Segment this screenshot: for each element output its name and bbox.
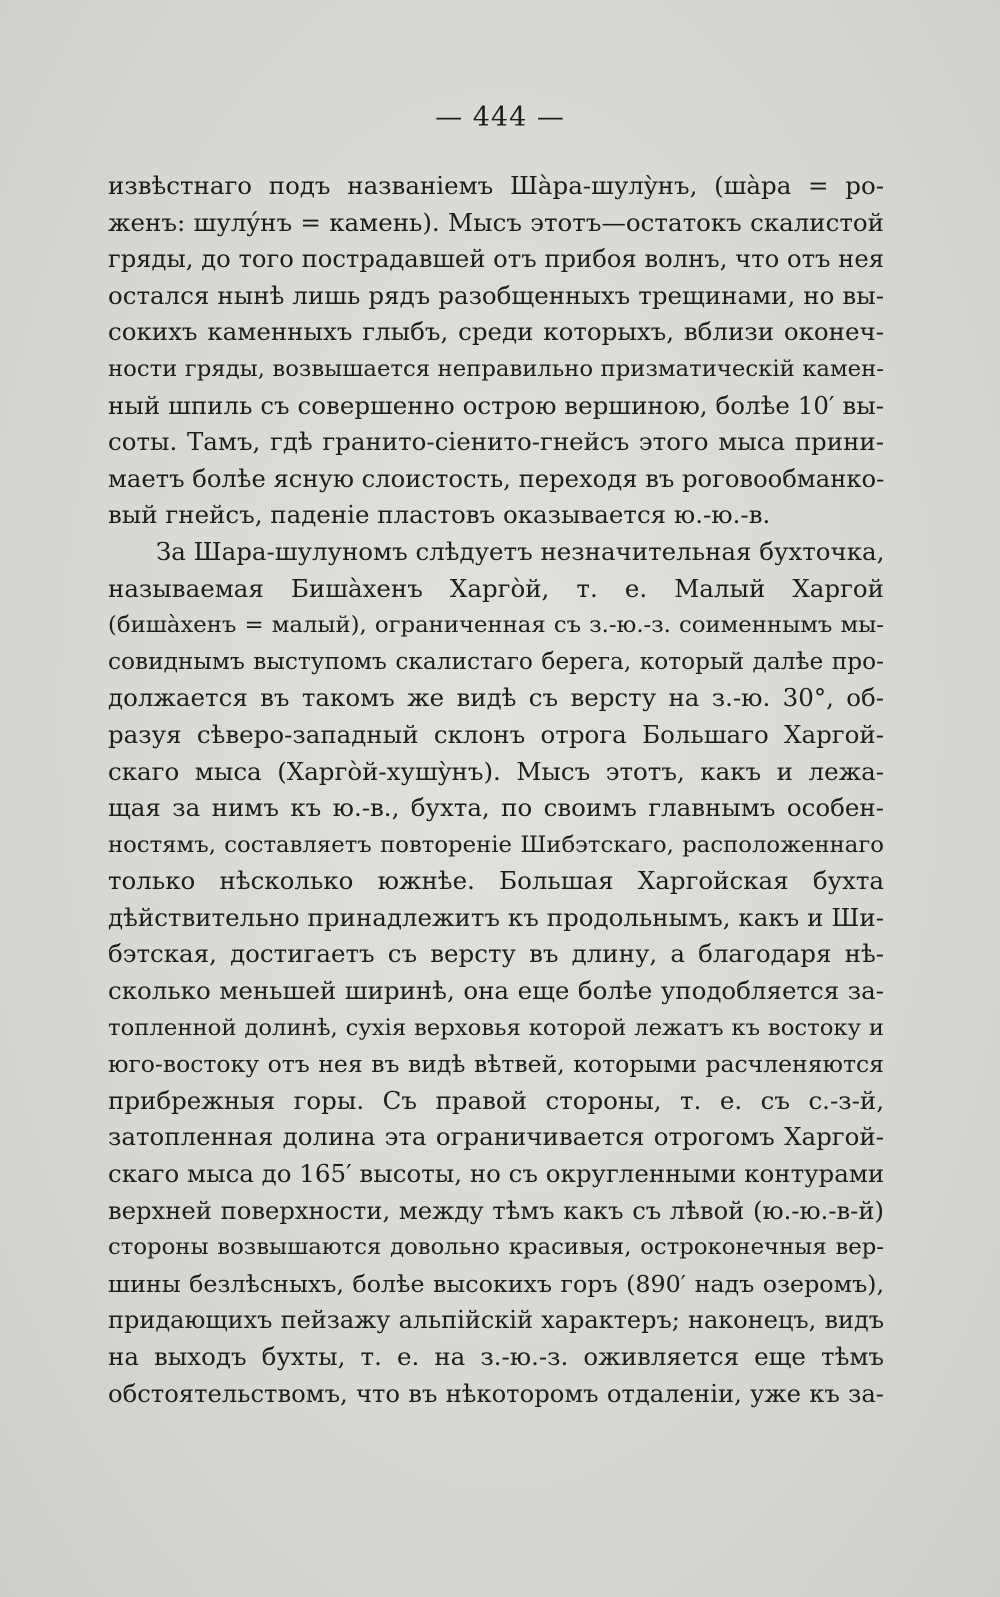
text-line: щая за нимъ къ ю.-в., бухта, по своимъ главнымъ особен- <box>108 793 884 823</box>
text-line: вый гнейсъ, паденіе пластовъ оказывается ю.-ю.-в. <box>108 500 771 530</box>
text-line: дѣйствительно принадлежитъ къ продольнымъ, какъ и Ши- <box>108 902 884 932</box>
text-line: маетъ болѣе ясную слоистость, переходя въ роговообманко- <box>108 463 885 493</box>
text-line: на выходъ бухты, т. е. на з.-ю.-з. оживляется еще тѣмъ <box>108 1342 884 1371</box>
text-line: (бишàхенъ = малый), ограниченная съ з.-ю.-з. соименнымъ мы- <box>108 612 884 639</box>
text-line: ностямъ, составляетъ повтореніе Шибэтскаго, расположеннаго <box>108 831 884 858</box>
text-line: сокихъ каменныхъ глыбъ, среди которыхъ, вблизи оконеч- <box>108 317 884 347</box>
text-line: За Шара-шулуномъ слѣдуетъ незначительная бухточка, <box>156 536 885 566</box>
text-line: гряды, до того пострадавшей отъ прибоя волнъ, что отъ нея <box>108 244 884 274</box>
text-line: затопленная долина эта ограничивается отрогомъ Харгой- <box>108 1122 884 1152</box>
page-number: — 444 — <box>435 102 565 133</box>
text-line: бэтская, достигаетъ съ версту въ длину, а благодаря нѣ- <box>108 939 884 969</box>
text-line: сколько меньшей ширинѣ, она еще болѣе уподобляется за- <box>108 976 884 1006</box>
body-text <box>108 168 884 1412</box>
text-line: извѣстнаго подъ названіемъ Шàра-шулỳнъ, (шàра = ро- <box>108 171 884 200</box>
text-line: только нѣсколько южнѣе. Большая Харгойская бухта <box>108 866 884 896</box>
text-line: стороны возвышаются довольно красивыя, остроконечныя вер- <box>108 1234 884 1261</box>
text-line: скаго мыса до 165′ высоты, но съ округленными контурами <box>108 1159 885 1189</box>
text-line: придающихъ пейзажу альпійскій характеръ; наконецъ, видъ <box>108 1306 884 1335</box>
text-line: женъ: шулýнъ = камень). Мысъ этотъ—остатокъ скалистой <box>108 207 884 237</box>
text-line: разуя сѣверо-западный склонъ отрога Большаго Харгой- <box>108 719 884 749</box>
text-line: ности гряды, возвышается неправильно призматическій камен- <box>108 355 884 382</box>
text-line: называемая Бишàхенъ Харгòй, т. е. Малый Харгой <box>108 573 884 603</box>
text-line: остался нынѣ лишь рядъ разобщенныхъ трещинами, но вы- <box>108 280 884 310</box>
text-line: топленной долинѣ, сухія верховья которой лежатъ къ востоку и <box>108 1014 884 1041</box>
text-line: прибрежныя горы. Съ правой стороны, т. е. съ с.-з-й, <box>108 1085 884 1115</box>
text-line: совиднымъ выступомъ скалистаго берега, который далѣе про- <box>108 647 884 675</box>
text-line: верхней поверхности, между тѣмъ какъ съ лѣвой (ю.-ю.-в-й) <box>108 1195 884 1225</box>
text-line: скаго мыса (Харгòй-хушỳнъ). Мысъ этотъ, какъ и лежа- <box>108 756 884 786</box>
text-line: соты. Тамъ, гдѣ гранито-сіенито-гнейсъ этого мыса прини- <box>108 427 884 457</box>
text-line: должается въ такомъ же видѣ съ версту на з.-ю. 30°, об- <box>108 683 884 713</box>
text-line: юго-востоку отъ нея въ видѣ вѣтвей, которыми расчленяются <box>108 1050 884 1079</box>
text-line: ный шпиль съ совершенно острою вершиною, болѣе 10′ вы- <box>108 390 884 420</box>
text-line: шины безлѣсныхъ, болѣе высокихъ горъ (890′ надъ озеромъ), <box>108 1269 884 1298</box>
text-line: обстоятельствомъ, что въ нѣкоторомъ отдаленіи, уже къ за- <box>108 1378 884 1408</box>
